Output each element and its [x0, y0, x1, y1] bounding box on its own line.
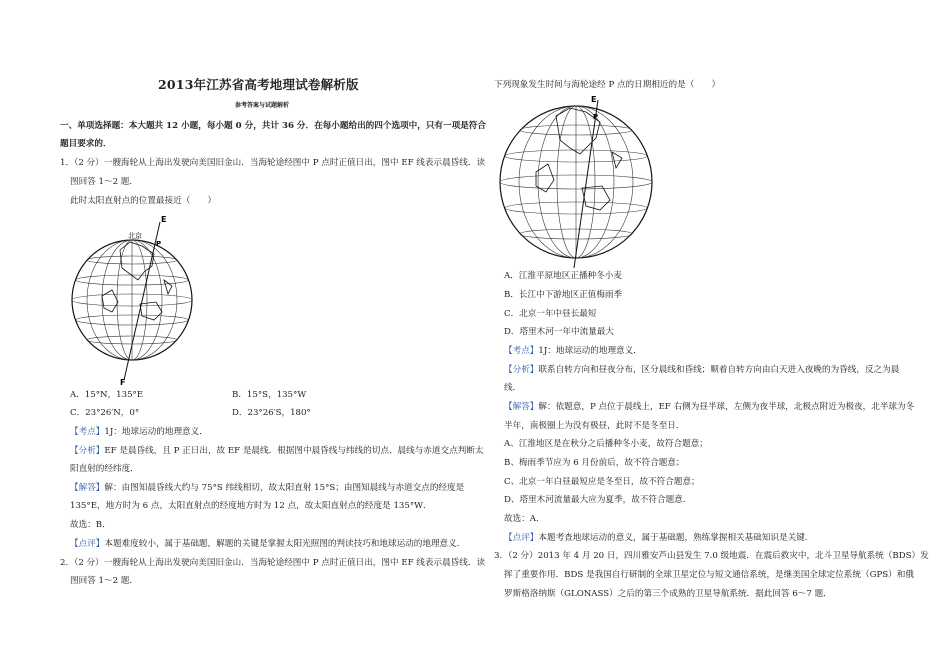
- q2-text-line1: 2．（2 分）一艘海轮从上海出发驶向美国旧金山．当海轮途经图中 P 点时正值日出，图中 EF 线表示晨昏线．读: [60, 558, 486, 568]
- q1-answer: 故选：B．: [70, 520, 111, 530]
- q1-fenxi-text: EF 是晨昏线，且 P 正日出，故 EF 是晨线．根据图中晨昏线与纬线的切点、晨线与赤道交点判断太: [104, 446, 484, 456]
- q1-dianping: [70, 538, 465, 550]
- q2-fenxi-tag: 【分析】: [504, 365, 539, 375]
- globe-figure-2: [496, 92, 656, 270]
- q1-jieda-line1: [70, 482, 464, 494]
- q1-jieda-tag: 【解答】: [70, 483, 105, 493]
- globe2-label-p: P: [593, 113, 599, 121]
- page-subtitle: 参考答案与试题解析: [235, 102, 290, 109]
- q2-answer: 故选：A．: [504, 514, 545, 524]
- q2-reason-d: D、塔里木河流量最大应为夏季，故不符合题意．: [504, 495, 692, 505]
- q1-option-a: A．15°N，135°E: [70, 390, 144, 400]
- q1-jieda-text: 解：由图知晨昏线大约与 75°S 纬线相切，故太阳直射 15°S；由图知晨线与赤道交点的经度是: [104, 483, 465, 493]
- q2-fenxi-line1: [504, 364, 899, 376]
- q2-jieda-line1: [504, 401, 914, 413]
- q2-kaodian-tag: 【考点】: [504, 346, 539, 356]
- q2-option-b: B．长江中下游地区正值梅雨季: [504, 290, 623, 300]
- q3-text-line3: 罗斯格洛纳斯（GLONASS）之后的第三个成熟的卫星导航系统．据此回答 6～7 题．: [504, 589, 832, 599]
- q2-option-c: C．北京一年中昼长最短: [504, 309, 597, 319]
- q1-option-b: B．15°S，135°W: [232, 390, 307, 400]
- q2-fenxi-line2: 线．: [504, 383, 522, 393]
- q3-text-line2: 挥了重要作用．BDS 是我国自行研制的全球卫星定位与短文通信系统，是继美国全球定位系统（GPS）和俄: [504, 570, 914, 580]
- globe-figure-1: [68, 210, 198, 386]
- q1-option-d: D．23°26′S，180°: [232, 408, 311, 418]
- globe2-label-e: E: [591, 95, 597, 104]
- q2-stem: 下列现象发生时间与海轮途经 P 点的日期相近的是（ ）: [494, 80, 721, 90]
- q2-reason-c: C、北京一年白昼最短应是冬至日，故不符合题意；: [504, 477, 700, 487]
- q3-text-line1: 3．（2 分）2013 年 4 月 20 日，四川雅安芦山县发生 7.0 级地震．在震后救灾中，北斗卫星导航系统（BDS）发: [494, 551, 929, 561]
- q1-fenxi-line1: [70, 445, 483, 457]
- q2-jieda-line2: 半年，南极圈上为没有极昼，此时不是冬至日．: [504, 421, 685, 431]
- q2-reason-b: B、梅雨季节应为 6 月份前后，故不符合题意；: [504, 458, 685, 468]
- globe1-label-p: P: [156, 240, 162, 248]
- q2-kaodian: [504, 345, 642, 357]
- globe1-label-e: E: [161, 215, 167, 224]
- globe1-label-f: F: [120, 378, 126, 386]
- q1-jieda-line2: 135°E，地方时为 6 点，太阳直射点的经度地方时为 12 点，故太阳直射点的经度是 135°W．: [70, 501, 432, 511]
- globe1-label-beijing: 北京: [128, 232, 142, 240]
- q1-fenxi-tag: 【分析】: [70, 446, 105, 456]
- q2-fenxi-text: 联系自转方向和昼夜分布，区分晨线和昏线；顺着自转方向由白天进入夜晚的为昏线，反之为晨: [538, 365, 900, 375]
- q1-text-line2: 图回答 1～2 题．: [70, 177, 138, 187]
- q2-jieda-text: 解：依题意，P 点位于晨线上，EF 右侧为昼半球，左侧为夜半球，北极点附近为极夜，北半球为冬: [538, 402, 915, 412]
- q1-stem: 此时太阳直射点的位置最接近（ ）: [70, 196, 217, 206]
- q1-dianping-tag: 【点评】: [70, 539, 105, 549]
- q1-kaodian: [70, 426, 208, 438]
- q1-fenxi-line2: 阳直射的经纬度．: [70, 464, 139, 474]
- q2-text-line2: 图回答 1～2 题．: [70, 576, 138, 586]
- page-title: 2013年江苏省高考地理试卷解析版: [158, 77, 359, 92]
- q2-kaodian-text: 1J：地球运动的地理意义．: [538, 346, 642, 356]
- q2-dianping: [504, 532, 813, 544]
- q1-kaodian-tag: 【考点】: [70, 427, 105, 437]
- q1-text-line1: 1．（2 分）一艘海轮从上海出发驶向美国旧金山．当海轮途经图中 P 点时正值日出，图中 EF 线表示晨昏线．读: [60, 158, 486, 168]
- section-heading-line1: 一、单项选择题：本大题共 12 小题，每小题 0 分，共计 36 分．在每小题给出的四个选项中，只有一项是符合: [60, 121, 486, 131]
- q2-option-a: A．江淮平原地区正播种冬小麦: [504, 271, 622, 281]
- q2-dianping-tag: 【点评】: [504, 533, 539, 543]
- q2-dianping-text: 本题考查地球运动的意义，属于基础题，熟练掌握相关基础知识是关键．: [538, 533, 814, 543]
- q2-option-d: D．塔里木河一年中流量最大: [504, 327, 615, 337]
- q2-reason-a: A、江淮地区是在秋分之后播种冬小麦，故符合题意；: [504, 439, 708, 449]
- q2-jieda-tag: 【解答】: [504, 402, 539, 412]
- section-heading-line2: 题目要求的．: [60, 139, 112, 149]
- q1-kaodian-text: 1J：地球运动的地理意义．: [104, 427, 208, 437]
- q1-option-c: C．23°26′N，0°: [70, 408, 140, 418]
- q1-dianping-text: 本题难度较小，属于基础题，解题的关键是掌握太阳光照图的判读技巧和地球运动的地理意义．: [104, 539, 466, 549]
